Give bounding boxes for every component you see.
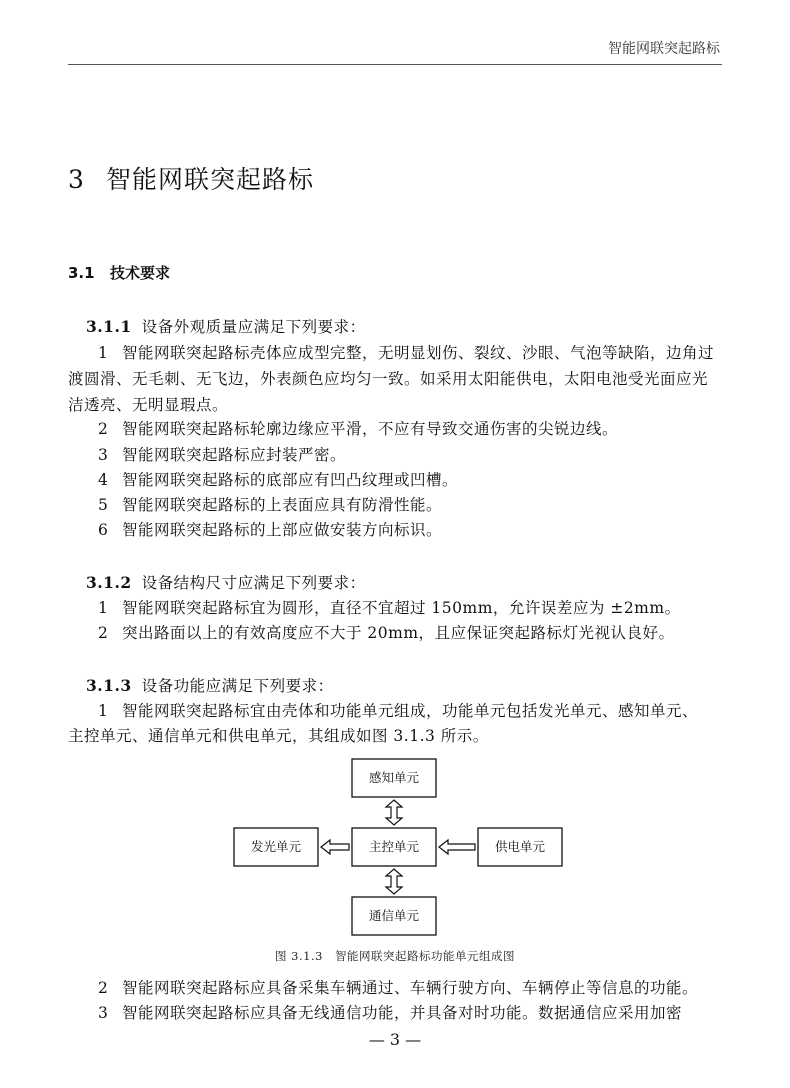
item-text: 智能网联突起路标的底部应有凹凸纹理或凹槽。 — [122, 471, 459, 489]
item-index: 3 — [98, 1004, 109, 1022]
clause-3-1-3-item-2 — [68, 975, 722, 1001]
clause-3-1-1-item-1-line-1 — [68, 340, 722, 366]
section-heading — [68, 262, 170, 283]
sensing-unit-label: 感知单元 — [368, 770, 420, 785]
item-text: 智能网联突起路标应封装严密。 — [122, 446, 347, 464]
item-index: 1 — [98, 702, 109, 720]
clause-3-1-2-item-2 — [68, 620, 722, 646]
clause-intro: 设备功能应满足下列要求： — [141, 677, 334, 695]
item-index: 6 — [98, 521, 109, 539]
item-index: 2 — [98, 420, 109, 438]
item-index: 2 — [98, 979, 109, 997]
clause-3-1-1-item-1-line-2: 渡圆滑、无毛刺、无飞边，外表颜色应均匀一致。如采用太阳能供电，太阳电池受光面应光 — [68, 370, 709, 388]
function-unit-diagram — [228, 756, 568, 941]
clause-3-1-1-item-5 — [68, 492, 722, 518]
item-index: 2 — [98, 624, 109, 642]
item-text: 智能网联突起路标应具备采集车辆通过、车辆行驶方向、车辆停止等信息的功能。 — [122, 979, 699, 997]
arrow-sensing-control — [386, 800, 402, 825]
page-number: — 3 — — [368, 1030, 422, 1049]
arrow-power-to-control — [439, 840, 475, 854]
item-text: 突出路面以上的有效高度应不大于 20mm，且应保证突起路标灯光视认良好。 — [122, 624, 675, 642]
clause-3-1-2-item-1 — [68, 595, 722, 621]
chapter-number: 3 — [68, 165, 85, 194]
clause-intro: 设备外观质量应满足下列要求： — [141, 318, 366, 336]
running-header: 智能网联突起路标 — [608, 41, 720, 57]
clause-3-1-3-intro — [68, 673, 740, 699]
clause-label: 3.1.3 — [86, 676, 132, 695]
control-unit-label: 主控单元 — [368, 839, 420, 854]
item-text: 智能网联突起路标壳体应成型完整，无明显划伤、裂纹、沙眼、气泡等缺陷，边角过 — [122, 344, 715, 362]
section-title: 技术要求 — [110, 264, 171, 282]
clause-3-1-3-item-1-line-1 — [68, 698, 722, 724]
clause-3-1-2-intro — [68, 570, 740, 596]
section-number: 3.1 — [68, 264, 95, 282]
clause-3-1-1-item-4 — [68, 467, 722, 493]
item-text: 智能网联突起路标的上部应做安装方向标识。 — [122, 521, 443, 539]
clause-intro: 设备结构尺寸应满足下列要求： — [141, 574, 366, 592]
header-rule — [68, 64, 722, 65]
arrow-control-comm — [386, 869, 402, 894]
chapter-title-text: 智能网联突起路标 — [106, 165, 315, 194]
item-text: 智能网联突起路标应具备无线通信功能，并具备对时功能。数据通信应采用加密 — [122, 1004, 683, 1022]
item-index: 5 — [98, 496, 109, 514]
arrow-control-to-lighting — [321, 840, 349, 854]
clause-3-1-1-item-1-line-3: 洁透亮、无明显瑕点。 — [68, 396, 229, 414]
item-text: 智能网联突起路标宜为圆形，直径不宜超过 150mm，允许误差应为 ±2mm。 — [122, 599, 681, 617]
figure-caption: 图 3.1.3 智能网联突起路标功能单元组成图 — [275, 949, 515, 963]
clause-3-1-1-item-6 — [68, 517, 722, 543]
item-text: 智能网联突起路标宜由壳体和功能单元组成，功能单元包括发光单元、感知单元、 — [122, 702, 699, 720]
power-unit-label: 供电单元 — [494, 839, 546, 854]
item-text: 智能网联突起路标的上表面应具有防滑性能。 — [122, 496, 443, 514]
item-index: 4 — [98, 471, 109, 489]
lighting-unit-label: 发光单元 — [250, 839, 302, 854]
comm-unit-label: 通信单元 — [368, 908, 420, 923]
clause-3-1-3-item-1-line-2: 主控单元、通信单元和供电单元，其组成如图 3.1.3 所示。 — [68, 727, 489, 745]
clause-3-1-3-item-3 — [68, 1000, 722, 1026]
chapter-title — [68, 160, 314, 196]
clause-label: 3.1.1 — [86, 317, 132, 336]
item-index: 3 — [98, 446, 109, 464]
clause-3-1-1-item-3 — [68, 442, 722, 468]
item-index: 1 — [98, 599, 109, 617]
clause-3-1-1-item-2 — [68, 416, 722, 442]
clause-3-1-1-intro — [68, 314, 740, 340]
item-text: 智能网联突起路标轮廓边缘应平滑，不应有导致交通伤害的尖锐边线。 — [122, 420, 619, 438]
item-index: 1 — [98, 344, 109, 362]
clause-label: 3.1.2 — [86, 573, 132, 592]
